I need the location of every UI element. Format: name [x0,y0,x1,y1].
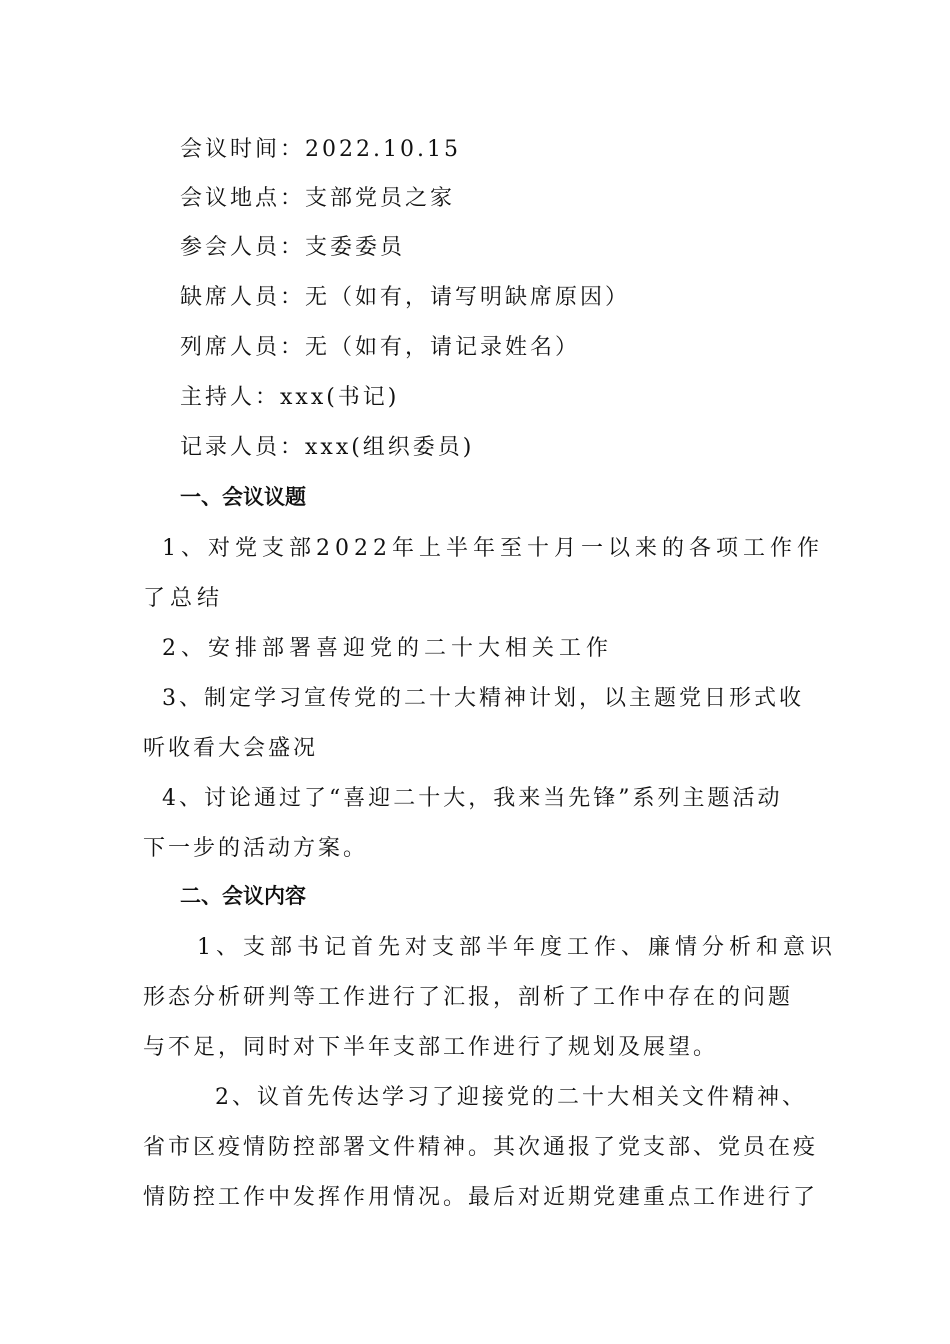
content-para-2-line-3: 情防控工作中发挥作用情况。最后对近期党建重点工作进行了 [143,1185,819,1210]
meeting-recorder: 记录人员：xxx(组织委员) [180,435,475,460]
agenda-item-4-line-2: 下一步的活动方案。 [143,836,369,861]
content-para-1-line-2: 形态分析研判等工作进行了汇报，剖析了工作中存在的问题 [143,985,794,1010]
agenda-item-3-line-1: 3、制定学习宣传党的二十大精神计划，以主题党日形式收 [162,686,804,711]
meeting-host: 主持人：xxx(书记) [180,385,400,410]
content-para-1-line-3: 与不足，同时对下半年支部工作进行了规划及展望。 [143,1035,719,1060]
meeting-observers: 列席人员：无（如有，请记录姓名） [180,335,581,360]
agenda-item-3-line-2: 听收看大会盛况 [143,736,319,761]
meeting-attendees: 参会人员：支委委员 [180,235,406,260]
meeting-time: 会议时间：2022.10.15 [180,137,461,162]
content-para-1-line-1: 1、支部书记首先对支部半年度工作、廉情分析和意识 [197,935,837,960]
agenda-item-1-line-2: 了总结 [143,586,225,611]
agenda-item-2: 2、安排部署喜迎党的二十大相关工作 [162,636,613,661]
meeting-place: 会议地点：支部党员之家 [180,186,456,211]
section1-heading: 一、会议议题 [180,485,306,509]
section2-heading: 二、会议内容 [180,884,306,908]
agenda-item-1-line-1: 1、对党支部2022年上半年至十月一以来的各项工作作 [162,536,824,561]
agenda-item-4-line-1: 4、讨论通过了“喜迎二十大，我来当先锋”系列主题活动 [162,786,783,811]
content-para-2-line-1: 2、议首先传达学习了迎接党的二十大相关文件精神、 [215,1085,807,1110]
meeting-absent: 缺席人员：无（如有，请写明缺席原因） [180,285,631,310]
content-para-2-line-2: 省市区疫情防控部署文件精神。其次通报了党支部、党员在疫 [143,1135,819,1160]
